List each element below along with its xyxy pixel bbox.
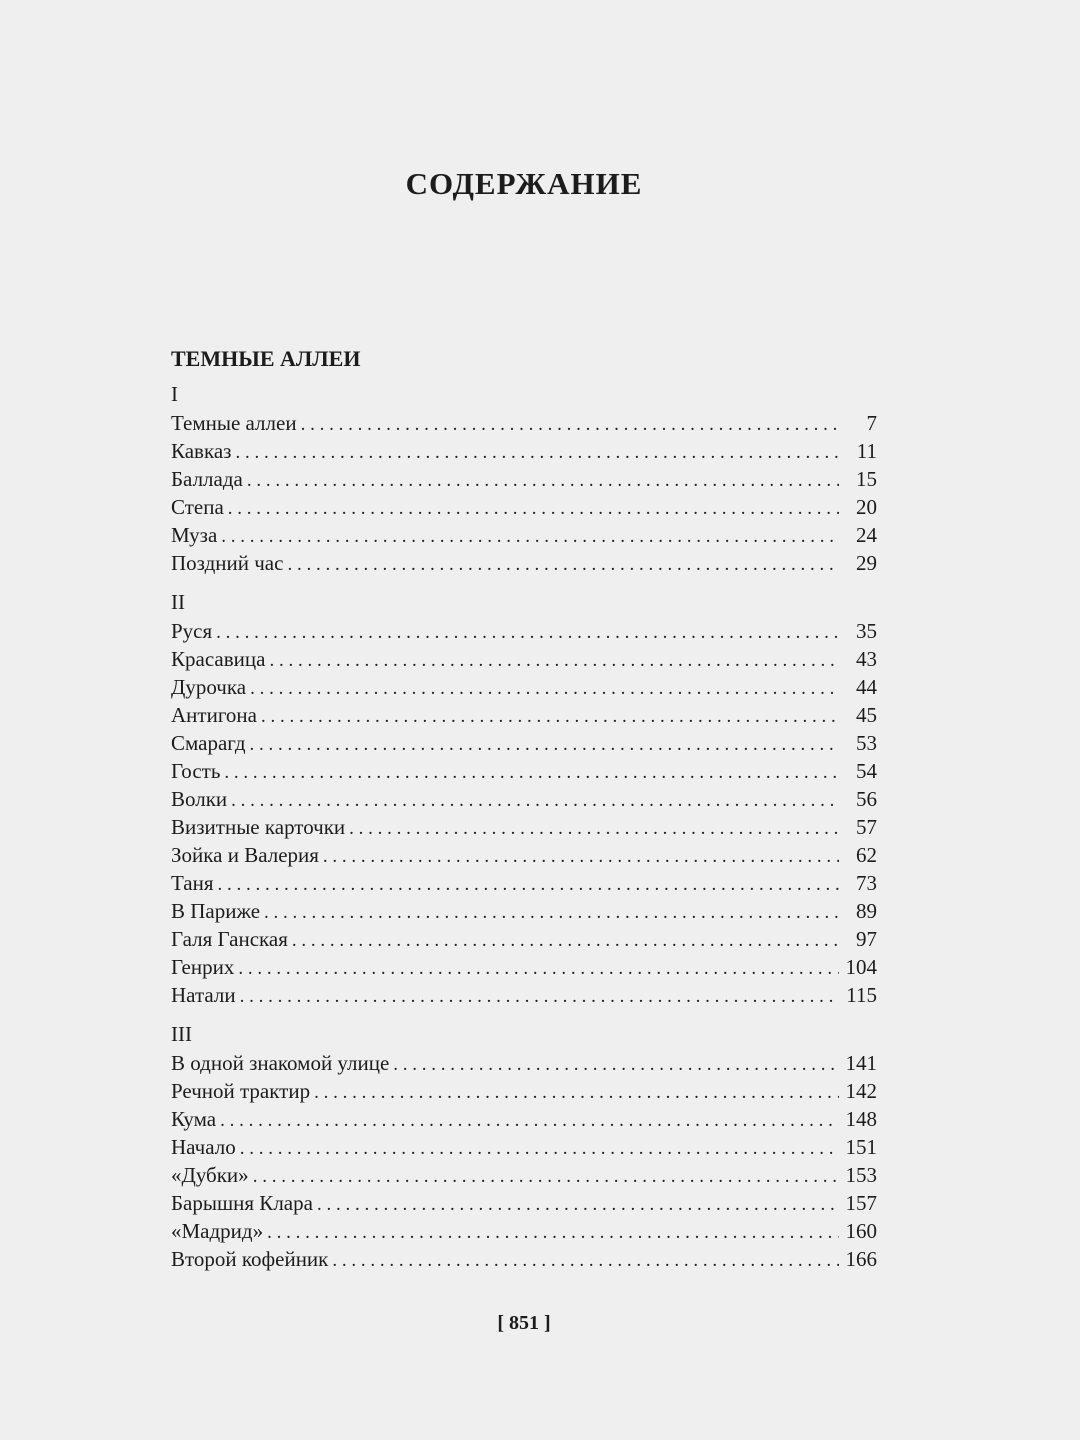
dot-leader <box>228 495 839 521</box>
entry-title: Визитные карточки <box>171 815 346 839</box>
entry-page-number: 148 <box>845 1107 877 1131</box>
entry-title: Натали <box>171 983 236 1007</box>
toc-entry <box>171 617 877 645</box>
dot-leader <box>292 927 839 953</box>
toc-entry <box>171 645 877 673</box>
entry-title: Зойка и Валерия <box>171 843 319 867</box>
dot-leader <box>250 731 839 757</box>
entry-page-number: 20 <box>856 495 877 519</box>
entry-title: «Мадрид» <box>171 1219 264 1243</box>
entry-title: Кавказ <box>171 439 232 463</box>
entry-page-number: 7 <box>866 411 877 435</box>
dot-leader <box>253 1163 839 1189</box>
entry-title: Барышня Клара <box>171 1191 313 1215</box>
toc-entry <box>171 1245 877 1273</box>
entry-page-number: 56 <box>856 787 877 811</box>
section-heading: ТЕМНЫЕ АЛЛЕИ <box>171 346 361 371</box>
dot-leader <box>332 1247 839 1273</box>
entry-page-number: 53 <box>856 731 877 755</box>
entry-title: Второй кофейник <box>171 1247 329 1271</box>
entry-title: Поздний час <box>171 551 284 575</box>
entry-page-number: 15 <box>856 467 877 491</box>
dot-leader <box>269 647 839 673</box>
dot-leader <box>264 899 839 925</box>
entry-title: Степа <box>171 495 224 519</box>
toc-entry <box>171 437 877 465</box>
entry-title: Речной трактир <box>171 1079 311 1103</box>
dot-leader <box>301 411 839 437</box>
toc-entry <box>171 673 877 701</box>
page-number: [ 851 ] <box>497 1312 551 1334</box>
toc-entry <box>171 841 877 869</box>
toc-part <box>171 379 877 577</box>
toc-entry <box>171 549 877 577</box>
dot-leader <box>240 1135 839 1161</box>
entry-title: В Париже <box>171 899 261 923</box>
entry-page-number: 29 <box>856 551 877 575</box>
dot-leader <box>218 871 839 897</box>
entry-page-number: 57 <box>856 815 877 839</box>
entry-page-number: 43 <box>856 647 877 671</box>
table-of-contents <box>171 342 877 1273</box>
entry-page-number: 157 <box>845 1191 877 1215</box>
dot-leader <box>240 983 839 1009</box>
entry-page-number: 11 <box>856 439 877 463</box>
dot-leader <box>314 1079 839 1105</box>
entry-page-number: 45 <box>856 703 877 727</box>
toc-entry <box>171 953 877 981</box>
toc-entry <box>171 465 877 493</box>
entry-page-number: 24 <box>856 523 877 547</box>
entry-page-number: 44 <box>856 675 877 699</box>
dot-leader <box>261 703 839 729</box>
dot-leader <box>231 787 839 813</box>
entry-title: Смарагд <box>171 731 246 755</box>
entry-page-number: 151 <box>845 1135 877 1159</box>
dot-leader <box>287 551 839 577</box>
page-title: СОДЕРЖАНИЕ <box>405 165 643 201</box>
entry-title: Муза <box>171 523 218 547</box>
entry-title: Темные аллеи <box>171 411 297 435</box>
toc-entry <box>171 1049 877 1077</box>
toc-entry <box>171 1105 877 1133</box>
entry-page-number: 89 <box>856 899 877 923</box>
entry-page-number: 141 <box>845 1051 877 1075</box>
dot-leader <box>317 1191 839 1217</box>
dot-leader <box>349 815 839 841</box>
dot-leader <box>393 1051 839 1077</box>
dot-leader <box>323 843 839 869</box>
toc-entry <box>171 1189 877 1217</box>
part-numeral: II <box>171 590 185 614</box>
entry-title: В одной знакомой улице <box>171 1051 390 1075</box>
entry-page-number: 35 <box>856 619 877 643</box>
toc-entry <box>171 1133 877 1161</box>
entry-page-number: 97 <box>856 927 877 951</box>
toc-entry <box>171 493 877 521</box>
entry-page-number: 153 <box>845 1163 877 1187</box>
entry-page-number: 142 <box>845 1079 877 1103</box>
toc-entry <box>171 1217 877 1245</box>
entry-title: Генрих <box>171 955 235 979</box>
toc-part <box>171 1019 877 1273</box>
entry-title: Галя Ганская <box>171 927 288 951</box>
part-numeral: I <box>171 382 178 406</box>
toc-entry <box>171 409 877 437</box>
entry-page-number: 54 <box>856 759 877 783</box>
toc-entry <box>171 757 877 785</box>
entry-title: Таня <box>171 871 214 895</box>
entry-page-number: 166 <box>845 1247 877 1271</box>
entry-title: Баллада <box>171 467 243 491</box>
entry-title: Антигона <box>171 703 257 727</box>
dot-leader <box>250 675 839 701</box>
toc-parts <box>171 379 877 1273</box>
dot-leader <box>220 1107 839 1133</box>
dot-leader <box>238 955 839 981</box>
toc-entry <box>171 813 877 841</box>
toc-entry <box>171 1161 877 1189</box>
entry-title: Красавица <box>171 647 266 671</box>
entry-title: Волки <box>171 787 228 811</box>
toc-entry <box>171 1077 877 1105</box>
entry-page-number: 62 <box>856 843 877 867</box>
dot-leader <box>267 1219 839 1245</box>
dot-leader <box>247 467 839 493</box>
dot-leader <box>224 759 839 785</box>
entry-title: Гость <box>171 759 221 783</box>
part-numeral: III <box>171 1022 192 1046</box>
entry-page-number: 73 <box>856 871 877 895</box>
toc-entry <box>171 701 877 729</box>
toc-entry <box>171 981 877 1009</box>
toc-entry <box>171 925 877 953</box>
entry-title: «Дубки» <box>171 1163 249 1187</box>
entry-title: Кума <box>171 1107 217 1131</box>
toc-entry <box>171 785 877 813</box>
entry-page-number: 104 <box>845 955 877 979</box>
toc-entry <box>171 729 877 757</box>
dot-leader <box>221 523 839 549</box>
entry-title: Дурочка <box>171 675 247 699</box>
toc-entry <box>171 869 877 897</box>
toc-entry <box>171 897 877 925</box>
toc-entry <box>171 521 877 549</box>
entry-page-number: 115 <box>846 983 877 1007</box>
dot-leader <box>235 439 839 465</box>
toc-part <box>171 587 877 1009</box>
entry-title: Начало <box>171 1135 236 1159</box>
dot-leader <box>216 619 839 645</box>
entry-page-number: 160 <box>845 1219 877 1243</box>
entry-title: Руся <box>171 619 213 643</box>
